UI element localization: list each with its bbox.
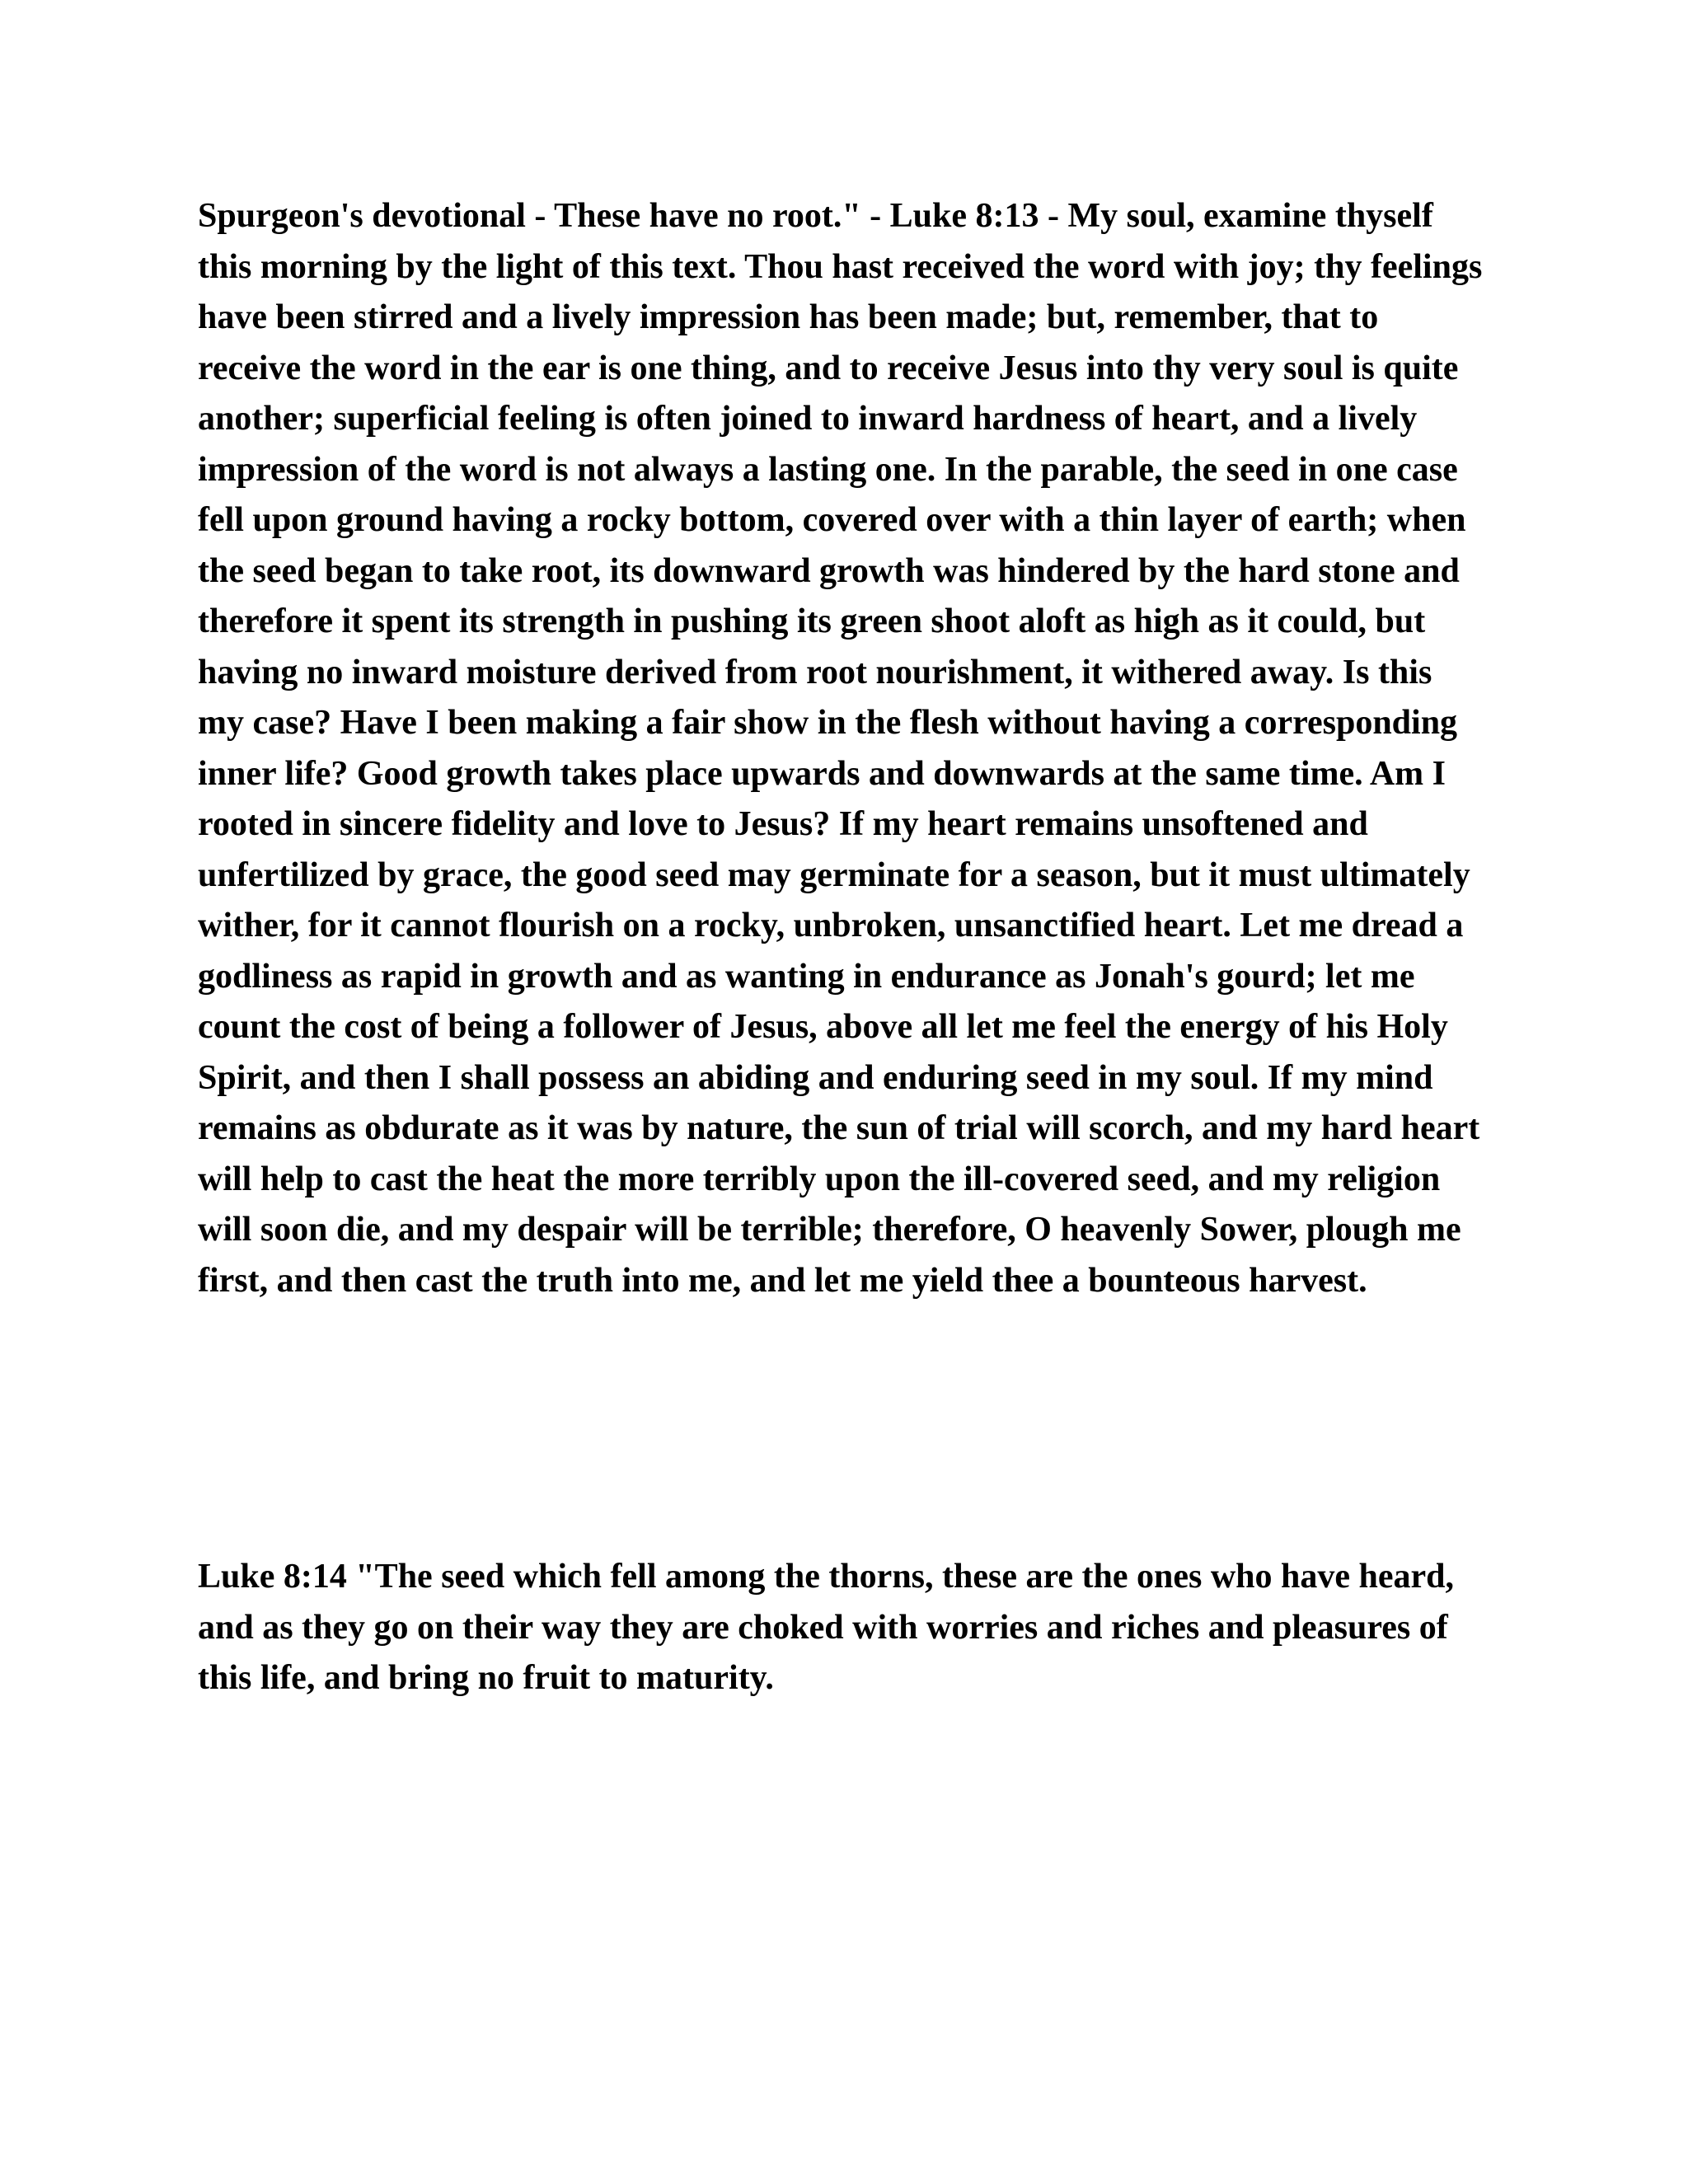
scripture-paragraph: Luke 8:14 "The seed which fell among the thorns, these are the ones who have heard, and as they go on their way they are choked with worries and riches and pleasures of this life, and bring no fruit to maturity.	[198, 1558, 1455, 1697]
devotional-paragraph: Spurgeon's devotional - These have no root." - Luke 8:13 - My soul, examine thyself this morning by the light of this text. Thou hast received the word with joy; thy feelings have been stirred and a lively impression has been made; but, remember, that to receive the word in the ear is one thing, and to receive Jesus into thy very soul is quite another; superficial feeling is often joined to inward hardness of heart, and a lively impression of the word is not always a lasting one. In the parable, the seed in one case fell upon ground having a rocky bottom, covered over with a thin layer of earth; when the seed began to take root, its downward growth was hindered by the hard stone and therefore it spent its strength in pushing its green shoot aloft as high as it could, but having no inward moisture derived from root nourishment, it withered away. Is this my case? Have I been making a fair show in the flesh without having a corresponding inner life? Good growth takes place upwards and downwards at the same time. Am I rooted in sincere fidelity and love to Jesus? If my heart remains unsoftened and unfertilized by grace, the good seed may germinate for a season, but it must ultimately wither, for it cannot flourish on a rocky, unbroken, unsanctified heart. Let me dread a godliness as rapid in growth and as wanting in endurance as Jonah's gourd; let me count the cost of being a follower of Jesus, above all let me feel the energy of his Holy Spirit, and then I shall possess an abiding and enduring seed in my soul. If my mind remains as obdurate as it was by nature, the sun of trial will scorch, and my hard heart will help to cast the heat the more terribly upon the ill-covered seed, and my religion will soon die, and my despair will be terrible; therefore, O heavenly Sower, plough me first, and then cast the truth into me, and let me yield thee a bounteous harvest.	[198, 197, 1483, 1300]
